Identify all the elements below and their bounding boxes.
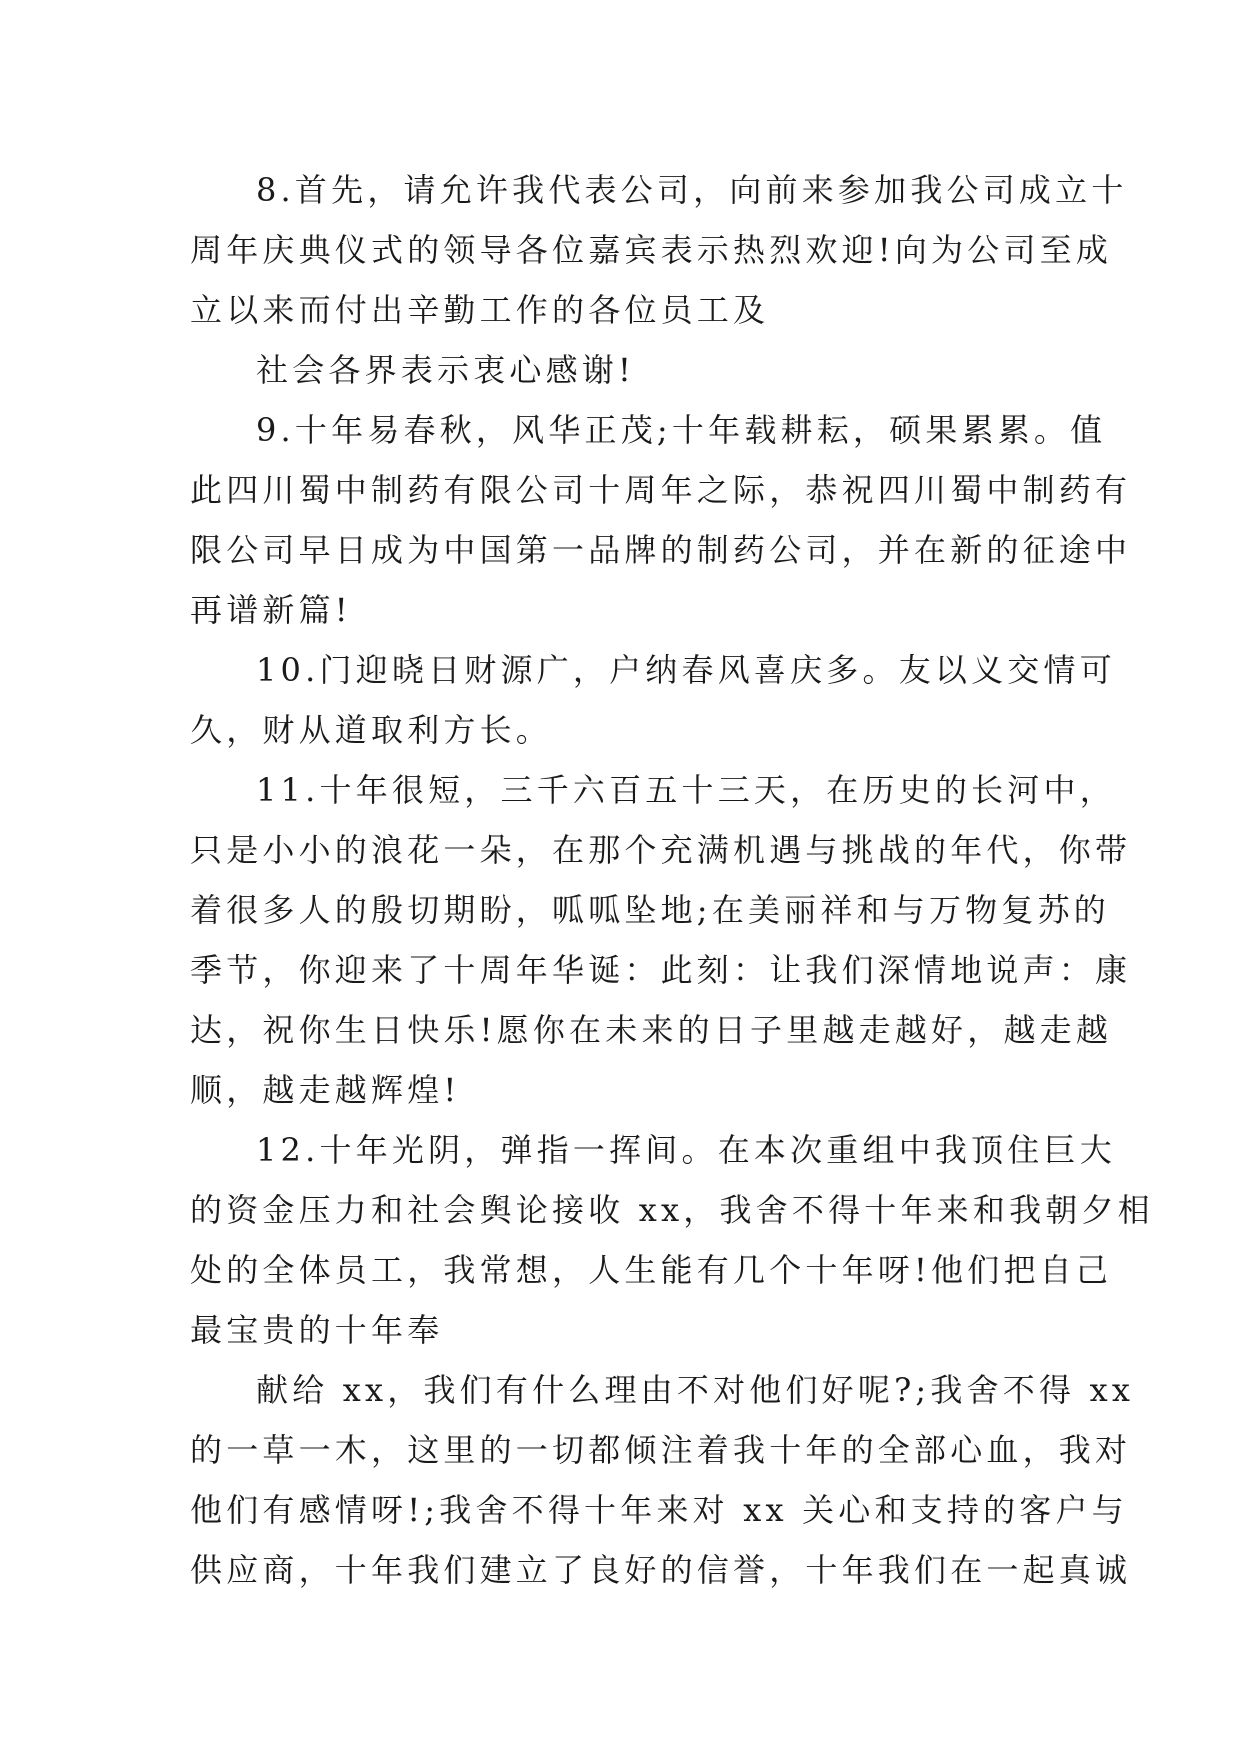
text-line: 周年庆典仪式的领导各位嘉宾表示热烈欢迎!向为公司至成 [190,231,1113,269]
text-line: 献给 xx，我们有什么理由不对他们好呢?;我舍不得 xx [256,1371,1135,1409]
text-line: 社会各界表示衷心感谢! [256,351,636,389]
text-line: 立以来而付出辛勤工作的各位员工及 [190,291,770,329]
text-line: 达，祝你生日快乐!愿你在未来的日子里越走越好，越走越 [190,1011,1113,1049]
text-line: 11.十年很短，三千六百五十三天，在历史的长河中， [256,771,1116,809]
text-line: 季节，你迎来了十周年华诞：此刻：让我们深情地说声：康 [190,951,1132,989]
text-line: 处的全体员工，我常想，人生能有几个十年呀!他们把自己 [190,1251,1113,1289]
text-line: 着很多人的殷切期盼，呱呱坠地;在美丽祥和与万物复苏的 [190,891,1110,929]
text-line: 顺，越走越辉煌! [190,1071,461,1109]
text-line: 只是小小的浪花一朵，在那个充满机遇与挑战的年代，你带 [190,831,1132,869]
text-line: 9.十年易春秋，风华正茂;十年载耕耘，硕果累累。值 [256,411,1107,449]
text-line: 最宝贵的十年奉 [190,1311,444,1349]
text-line: 久，财从道取利方长。 [190,711,553,749]
text-line: 12.十年光阴，弹指一挥间。在本次重组中我顶住巨大 [256,1131,1116,1169]
text-line: 的一草一木，这里的一切都倾注着我十年的全部心血，我对 [190,1431,1132,1469]
document-body [190,160,1154,1600]
text-line: 供应商，十年我们建立了良好的信誉，十年我们在一起真诚 [190,1551,1132,1589]
text-line: 的资金压力和社会舆论接收 xx，我舍不得十年来和我朝夕相 [190,1191,1154,1229]
text-line: 他们有感情呀!;我舍不得十年来对 xx 关心和支持的客户与 [190,1491,1128,1529]
text-line: 10.门迎晓日财源广，户纳春风喜庆多。友以义交情可 [256,651,1116,689]
text-line: 再谱新篇! [190,591,352,629]
text-line: 8.首先，请允许我代表公司，向前来参加我公司成立十 [256,171,1128,209]
text-line: 限公司早日成为中国第一品牌的制药公司，并在新的征途中 [190,531,1132,569]
text-line: 此四川蜀中制药有限公司十周年之际，恭祝四川蜀中制药有 [190,471,1132,509]
